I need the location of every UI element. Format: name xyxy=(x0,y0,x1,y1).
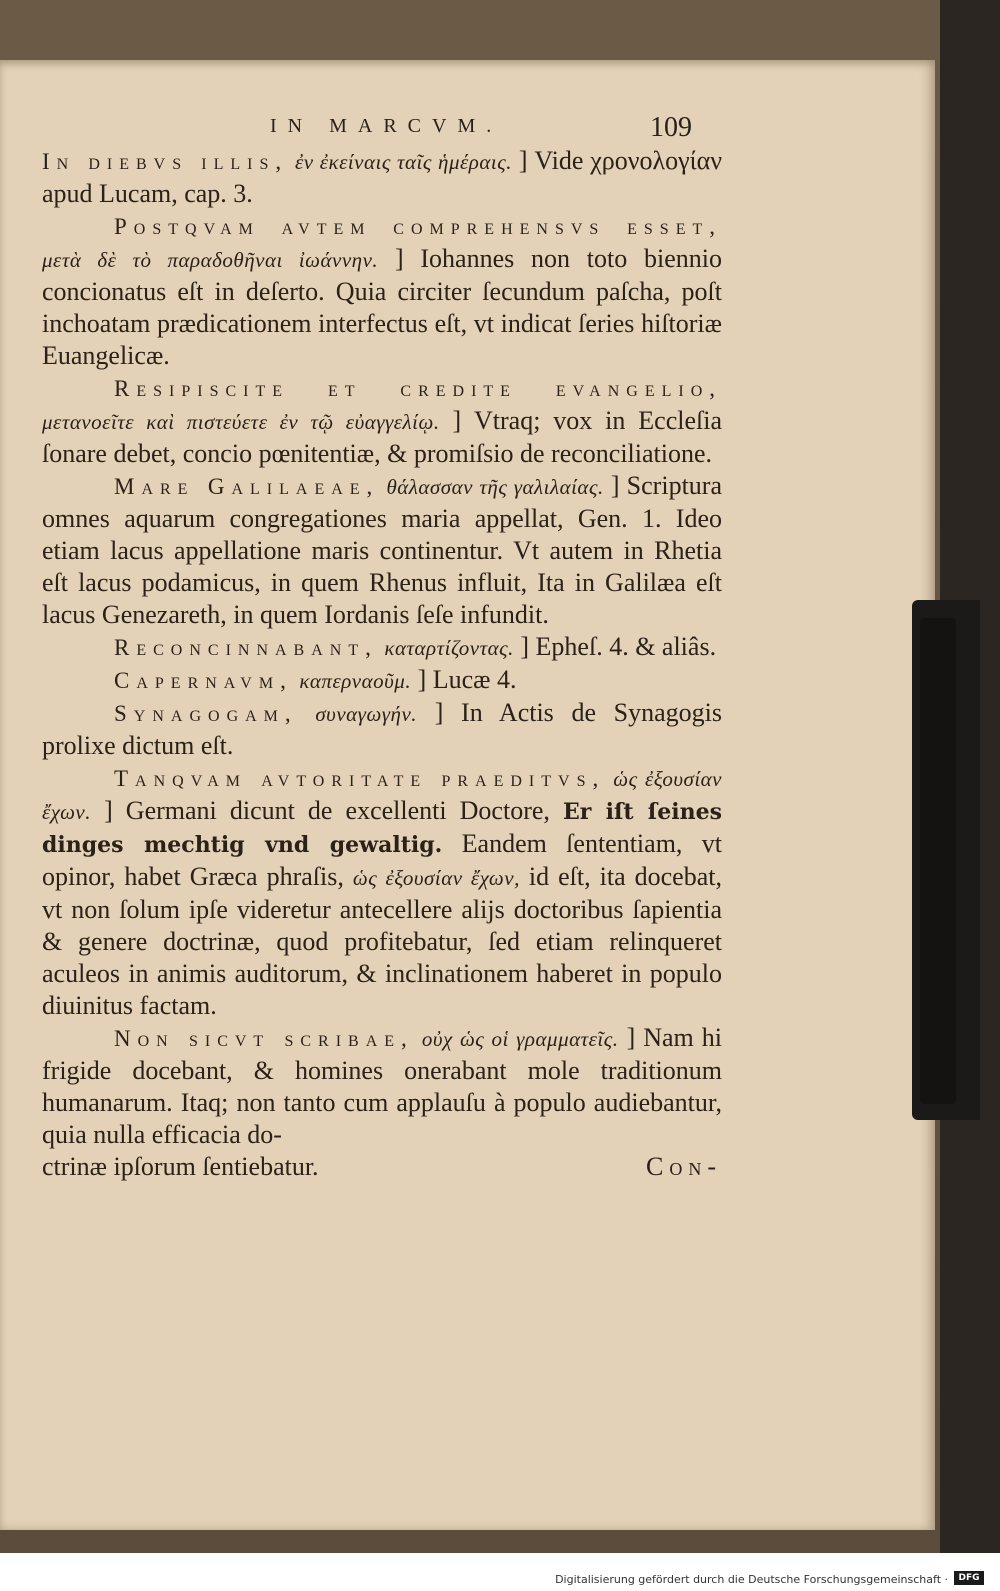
footer-credit: Digitalisierung gefördert durch die Deutsche Forschungsgemeinschaft · xyxy=(555,1573,948,1586)
dfg-logo: DFG xyxy=(954,1571,984,1585)
greek-text: οὐχ ὡς οἱ γραμματεῖς. xyxy=(421,1027,619,1051)
bookmark-tab-inner xyxy=(920,618,956,1104)
paragraph-8 xyxy=(42,762,722,1022)
page-number: 109 xyxy=(650,112,692,143)
paragraph-6 xyxy=(42,664,722,697)
greek-text: μετὰ δὲ τὸ παραδοθῆναι ἰωάννην. xyxy=(42,248,379,272)
greek-text: ὡς ἐξουσίαν ἔχων, xyxy=(352,866,520,890)
greek-text: καταρτίζοντας. xyxy=(384,636,514,660)
lemma: Postqvam avtem comprehensvs esset, xyxy=(114,214,722,239)
commentary: ] Germani dicunt de excellenti Doctore, xyxy=(104,796,550,825)
last-line xyxy=(42,1151,722,1183)
commentary: id eſt, ita docebat, vt non ſolum ipſe videretur antecellere alijs doctoribus ſapientia & genere doctrinæ, quod profitebatur, ſed etiam relinqueret aculeos in animis auditorum, & inclinationem haberet in populo diuinitus factam. xyxy=(42,862,722,1020)
lemma: Capernavm, xyxy=(114,668,293,693)
paragraph-5 xyxy=(42,631,722,664)
commentary: ] Nam hi frigide docebant, & homines onerabant mole traditionum humanarum. Itaq; non tanto cum applauſu à populo audiebantur, quia nulla efficacia do- xyxy=(42,1023,723,1149)
commentary: ] Epheſ. 4. & aliâs. xyxy=(520,632,717,661)
greek-text: καπερναοῦμ. xyxy=(299,669,412,693)
commentary: ] Lucæ 4. xyxy=(417,665,517,694)
commentary: Eandem ſententiam, vt opinor, habet Græca phraſis, xyxy=(42,829,723,891)
paragraph-4 xyxy=(42,470,722,631)
paragraph-2 xyxy=(42,210,722,372)
german-quote: Er iſt ſeines dinges mechtig vnd gewaltig. xyxy=(42,799,722,858)
commentary: ] In Actis de Synagogis prolixe dictum eſt. xyxy=(42,698,723,760)
paragraph-9 xyxy=(42,1022,722,1151)
lemma: In diebvs illis, xyxy=(42,149,289,174)
commentary: ] Vide χρονολογίαν apud Lucam, cap. 3. xyxy=(42,146,723,208)
lemma: Synagogam, xyxy=(114,701,298,726)
greek-text: ἐν ἐκείναις ταῖς ἡμέραις. xyxy=(295,150,512,174)
commentary: ] Iohannes non toto biennio concionatus eſt in deſerto. Quia circiter ſecundum paſcha, poſt inchoatam prædicationem interfectus eſt, vt indicat ſeries hiſtoriæ Euangelicæ. xyxy=(42,244,722,370)
running-title: IN MARCVM. xyxy=(270,115,503,137)
lemma: Reconcinnabant, xyxy=(114,635,378,660)
greek-text: μετανοεῖτε καὶ πιστεύετε ἐν τῷ εὐαγγελίῳ. xyxy=(42,410,440,434)
paragraph-1 xyxy=(42,145,722,210)
greek-text: θάλασσαν τῆς γαλιλαίας. xyxy=(386,475,604,499)
lemma: Mare Galilaeae, xyxy=(114,474,380,499)
body-text xyxy=(42,145,722,1183)
lemma: Tanqvam avtoritate praeditvs, xyxy=(114,766,606,791)
lemma: Non sicvt scribae, xyxy=(114,1026,414,1051)
paragraph-3 xyxy=(42,372,722,470)
commentary: ] Vtraq; vox in Eccleſia ſonare debet, concio pœnitentiæ, & promiſsio de reconciliatione. xyxy=(42,406,722,468)
greek-text: ὡς ἐξουσίαν ἔχων. xyxy=(42,767,722,824)
greek-text: συναγωγήν. xyxy=(315,702,418,726)
catchword: Con- xyxy=(646,1152,722,1181)
commentary: ] Scriptura omnes aquarum congregationes maria appellat, Gen. 1. Ideo etiam lacus appellatione maris continentur. Vt autem in Rhetia eſt lacus podamicus, in quem Rhenus influit, Ita in Galilæa eſt lacus Genezareth, in quem Iordanis ſeſe infundit. xyxy=(42,471,722,629)
commentary-last-line: ctrinæ ipſorum ſentiebatur. xyxy=(42,1152,319,1181)
lemma: Resipiscite et credite evangelio, xyxy=(114,376,722,401)
paragraph-7 xyxy=(42,697,722,762)
